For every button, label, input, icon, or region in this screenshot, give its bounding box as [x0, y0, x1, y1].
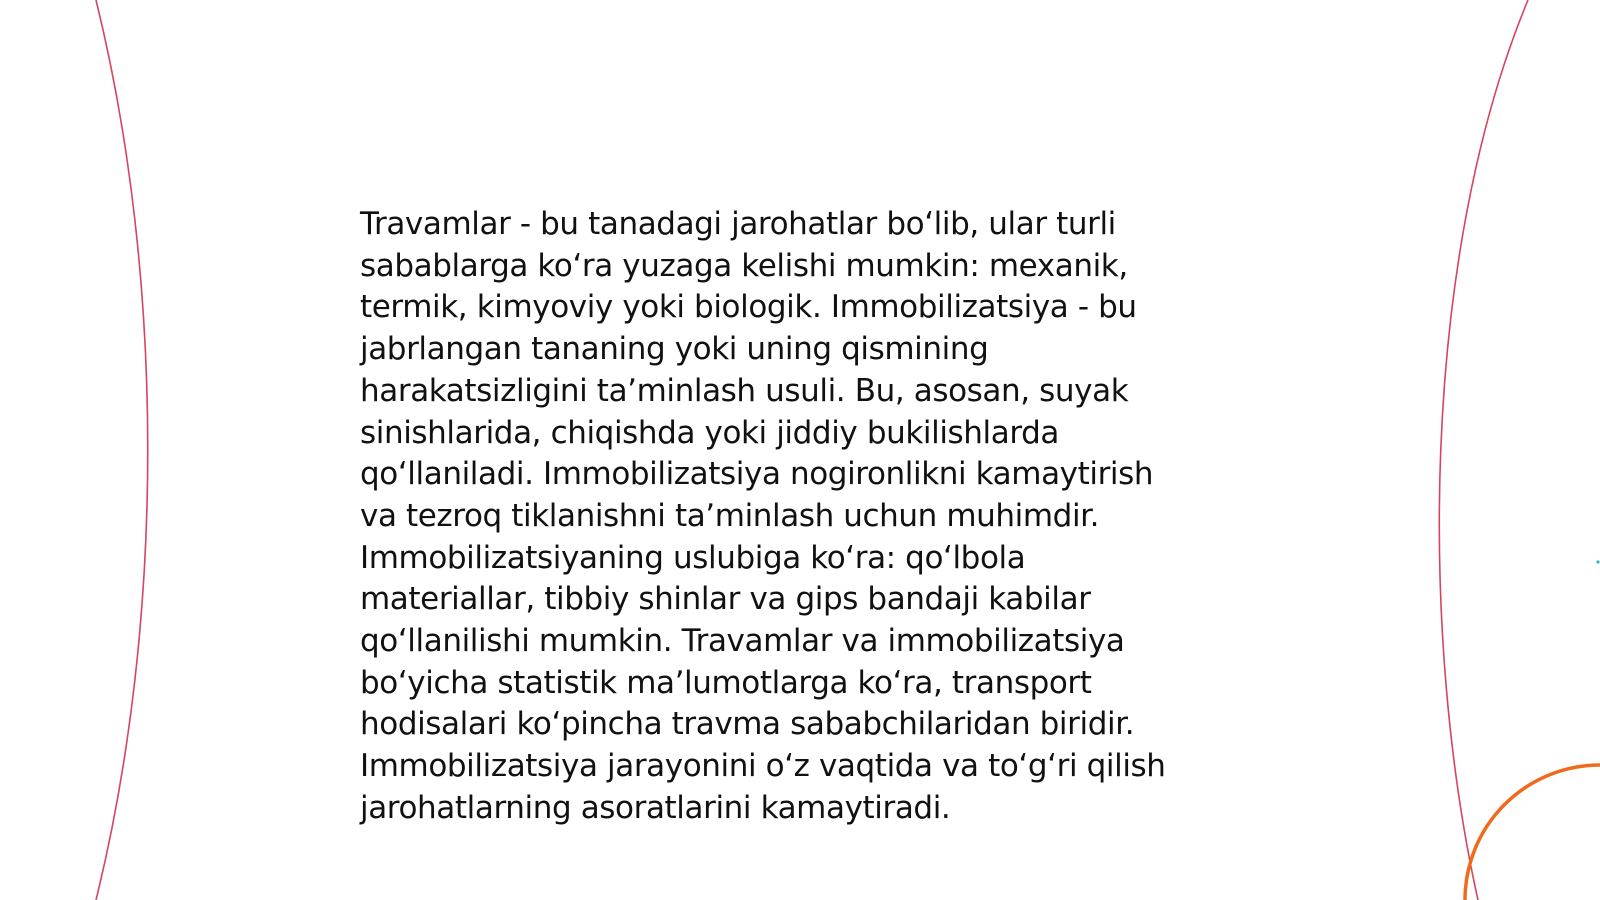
teal-edge-dot	[1596, 560, 1599, 563]
orange-decorative-circle	[1465, 765, 1600, 900]
left-decorative-arc	[96, 0, 148, 900]
slide-body-text: Travamlar - bu tanadagi jarohatlar bo‘lib, ular turli sabablarga ko‘ra yuzaga kelishi mumkin: mexanik, termik, kimyoviy yoki biologik. Immobilizatsiya - bu jabrlangan tananing yoki uning qismining harakatsizligini ta’minlash usuli. Bu, asosan, suyak sinishlarida, chiqishda yoki jiddiy bukilishlarda qo‘llaniladi. Immobilizatsiya nogironlikni kamaytirish va tezroq tiklanishni ta’minlash uchun muhimdir. Immobilizatsiyaning uslubiga ko‘ra: qo‘lbola materiallar, tibbiy shinlar va gips bandaji kabilar qo‘llanilishi mumkin. Travamlar va immobilizatsiya bo‘yicha statistik ma’lumotlarga ko‘ra, transport hodisalari ko‘pincha travma sababchilaridan biridir. Immobilizatsiya jarayonini o‘z vaqtida va to‘g‘ri qilish jarohatlarning asoratlarini kamaytiradi.	[360, 206, 1166, 826]
right-decorative-arc	[1439, 0, 1528, 900]
